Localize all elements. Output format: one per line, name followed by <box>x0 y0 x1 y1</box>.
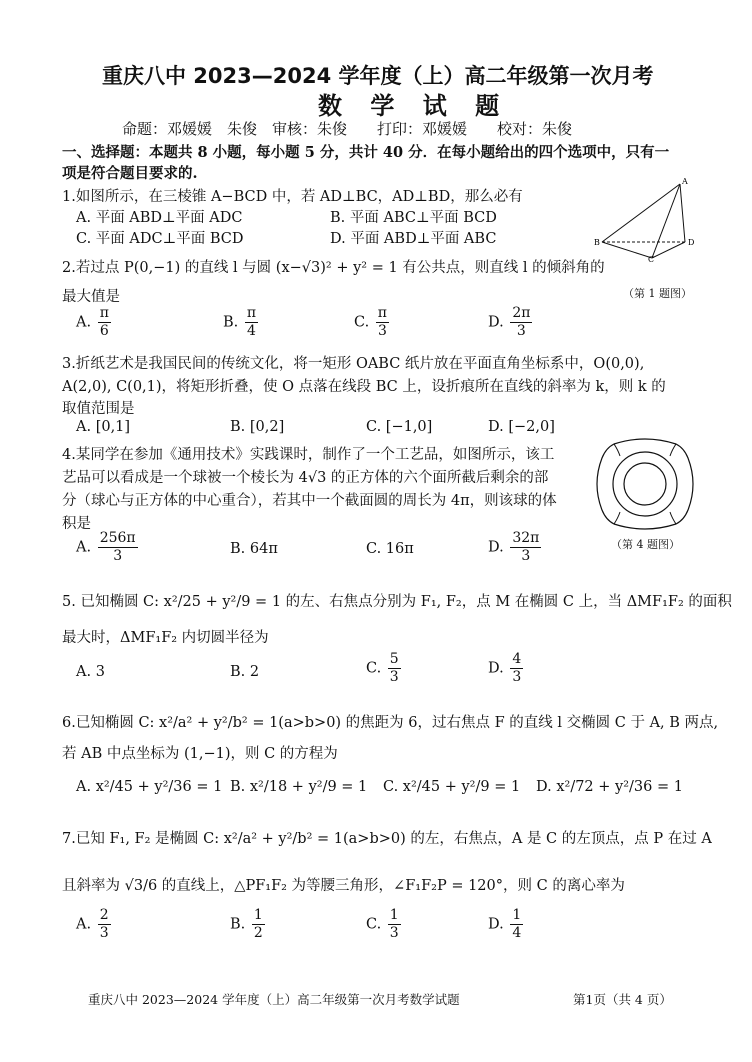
q5-option-a: A. 3 <box>76 664 105 680</box>
q7-option-c-value: $\frac{1}{3}$ <box>389 907 399 941</box>
q6-option-b: B. x²/18 + y²/9 = 1 <box>230 779 368 795</box>
q3-stem: 3.折纸艺术是我国民间的传统文化，将一矩形 OABC 纸片放在平面直角坐标系中，O(0,0), <box>62 356 645 372</box>
q1-label-c: C <box>648 255 655 262</box>
q1-label-a: A <box>682 177 688 186</box>
q4-figure-caption: （第 4 题图） <box>611 538 680 551</box>
q6-option-d: D. x²/72 + y²/36 = 1 <box>536 779 683 795</box>
q5-option-c-label: C. <box>366 660 382 677</box>
q2-option-c-label: C. <box>354 314 370 331</box>
q1-option-a: A. 平面 ABD⊥平面 ADC <box>76 210 243 226</box>
q1-label-d: D <box>688 238 695 247</box>
q7-option-c-label: C. <box>366 916 382 933</box>
subject-title: 数 学 试 题 <box>318 92 510 120</box>
q3-option-b: B. [0,2] <box>230 419 285 435</box>
credits-line: 命题：邓媛媛 朱俊 审核：朱俊 打印：邓媛媛 校对：朱俊 <box>122 120 573 138</box>
q1-option-d: D. 平面 ABD⊥平面 ABC <box>330 231 497 247</box>
q2-option-b-label: B. <box>223 314 239 331</box>
q2-option-d-label: D. <box>488 314 504 331</box>
q6-option-c: C. x²/45 + y²/9 = 1 <box>383 779 521 795</box>
q4-stem-cont3: 积是 <box>62 516 91 532</box>
exam-title: 重庆八中 2023—2024 学年度（上）高二年级第一次月考 <box>102 64 654 88</box>
q1-figure-caption: （第 1 题图） <box>623 287 692 300</box>
footer-left: 重庆八中 2023—2024 学年度（上）高二年级第一次月考数学试题 <box>88 992 460 1007</box>
q7-option-d-value: $\frac{1}{4}$ <box>512 907 522 941</box>
q7-option-a-value: $\frac{2}{3}$ <box>99 907 109 941</box>
q4-option-d-value: $\frac{32\pi}{3}$ <box>512 530 540 564</box>
q4-stem: 4.某同学在参加《通用技术》实践课时，制作了一个工艺品，如图所示，该工 <box>62 447 555 463</box>
q5-stem: 5. 已知椭圆 C: x²/25 + y²/9 = 1 的左、右焦点分别为 F₁, F₂，点 M 在椭圆 C 上，当 ΔMF₁F₂ 的面积 <box>62 594 732 610</box>
q4-stem-cont2: 分（球心与正方体的中心重合），若其中一个截面圆的周长为 4π，则该球的体 <box>62 493 557 509</box>
q3-option-a: A. [0,1] <box>76 419 131 435</box>
q1-option-b: B. 平面 ABC⊥平面 BCD <box>330 210 497 226</box>
q2-option-b-value: $\frac{\pi}{4}$ <box>246 305 257 339</box>
q5-stem-cont: 最大时，ΔMF₁F₂ 内切圆半径为 <box>62 630 269 646</box>
q5-option-d-value: $\frac{4}{3}$ <box>512 651 522 685</box>
q4-option-c: C. 16π <box>366 541 414 557</box>
q7-stem: 7.已知 F₁, F₂ 是椭圆 C: x²/a² + y²/b² = 1(a>b>0) 的左，右焦点，A 是 C 的左顶点，点 P 在过 A <box>62 831 712 847</box>
q2-option-a-value: $\frac{\pi}{6}$ <box>99 305 109 339</box>
q4-option-a-value: $\frac{256\pi}{3}$ <box>99 530 136 564</box>
q3-option-d: D. [−2,0] <box>488 419 555 435</box>
q3-option-c: C. [−1,0] <box>366 419 433 435</box>
q3-stem-cont2: 取值范围是 <box>62 401 135 417</box>
q2-stem: 2.若过点 P(0,−1) 的直线 l 与圆 (x−√3)² + y² = 1 有公共点，则直线 l 的倾斜角的 <box>62 260 605 276</box>
section-heading: 一、选择题：本题共 8 小题，每小题 5 分，共计 40 分．在每小题给出的四个选项中，只有一 <box>62 144 670 161</box>
q1-tetrahedron-figure <box>590 176 710 262</box>
q5-option-b: B. 2 <box>230 664 260 680</box>
q7-option-d-label: D. <box>488 916 504 933</box>
q4-stem-cont: 艺品可以看成是一个球被一个棱长为 4√3 的正方体的六个面所截后剩余的部 <box>62 470 549 486</box>
q2-option-c-value: $\frac{\pi}{3}$ <box>377 305 387 339</box>
q7-option-a-label: A. <box>76 916 92 933</box>
q6-stem: 6.已知椭圆 C: x²/a² + y²/b² = 1(a>b>0) 的焦距为 6，过右焦点 F 的直线 l 交椭圆 C 于 A, B 两点, <box>62 715 719 731</box>
q4-option-a-label: A. <box>76 539 92 556</box>
q6-option-a: A. x²/45 + y²/36 = 1 <box>76 779 223 795</box>
q4-sphere-figure <box>592 436 698 532</box>
q7-stem-cont: 且斜率为 √3/6 的直线上，△PF₁F₂ 为等腰三角形，∠F₁F₂P = 120°，则 C 的离心率为 <box>62 878 625 894</box>
q2-stem-cont: 最大值是 <box>62 289 120 305</box>
q1-option-c: C. 平面 ADC⊥平面 BCD <box>76 231 244 247</box>
q5-option-c-value: $\frac{5}{3}$ <box>389 651 399 685</box>
footer-page-number: 第1页（共 4 页） <box>573 992 672 1007</box>
q2-option-d-value: $\frac{2\pi}{3}$ <box>512 305 531 339</box>
q3-stem-cont: A(2,0), C(0,1)，将矩形折叠，使 O 点落在线段 BC 上，设折痕所在直线的斜率为 k，则 k 的 <box>62 379 666 395</box>
q4-option-b: B. 64π <box>230 541 278 557</box>
q7-option-b-value: $\frac{1}{2}$ <box>253 907 263 941</box>
q5-option-d-label: D. <box>488 660 504 677</box>
q6-stem-cont: 若 AB 中点坐标为 (1,−1)，则 C 的方程为 <box>62 746 338 762</box>
section-heading-cont: 项是符合题目要求的. <box>62 165 198 182</box>
q2-option-a-label: A. <box>76 314 92 331</box>
q7-option-b-label: B. <box>230 916 246 933</box>
q1-stem: 1.如图所示，在三棱锥 A−BCD 中，若 AD⊥BC，AD⊥BD，那么必有 <box>62 189 523 205</box>
q4-option-d-label: D. <box>488 539 504 556</box>
q1-label-b: B <box>594 238 600 247</box>
